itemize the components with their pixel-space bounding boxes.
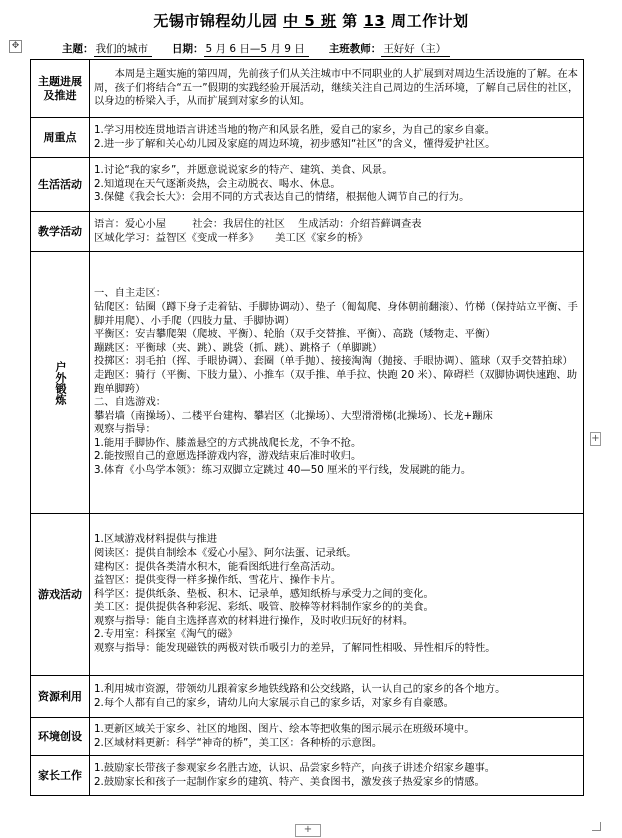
page-title xyxy=(0,10,622,31)
resources-content[interactable]: 1.利用城市资源，带领幼儿跟着家乡地铁线路和公交线路，认一认自己的家乡的各个地方。 2.每个人都有自己的家乡，请幼儿向大家展示自己的家乡话，对家乡有自豪感。 xyxy=(90,676,584,718)
kindergarten-name: 无锡市锦程幼儿园 xyxy=(153,12,278,30)
outdoor-content[interactable]: 一、自主走区： 钻爬区：钻圈（蹲下身子走着钻、手脚协调动）、垫子（匍匐爬、身体朝前翻滚）、竹梯（保持站立平衡、手脚并用爬）、小手爬（四肢力量、手脚协调） 平衡区：安吉攀爬架（爬坡、平衡）、轮胎（双手交替推、平衡）、高跷（矮物走、平衡） 蹦跳区：平衡球（夹、跳）、跳袋（抓、跳）、跳格子（单脚跳） 投掷区：羽毛拍（挥、手眼协调）、套圈（单手抛）、接接淘淘（抛接、手眼协调）、篮球（双手交替拍球） 走跑区：骑行（平衡、下肢力量）、小推车（双手推、单手拉、快跑 20 米）、障碍栏（双脚协调快速跑、助跑单脚跨） 二、自选游戏： 攀岩墙（南操场）、二楼平台建构、攀岩区（北操场）、大型滑滑梯(北操场）、长龙+蹦床 观察与指导： 1.能用手脚协作、膝盖悬空的方式挑战爬长龙，不争不抢。 2.能按照自己的意愿选择游戏内容，游戏结束后准时收归。 3.体育《小鸟学本领》：练习双脚立定跳过 40—50 厘米的平行线，发展跳的能力。 xyxy=(90,252,584,514)
table-row xyxy=(31,718,584,756)
focus-content[interactable]: 1.学习用校连贯地语言讲述当地的物产和风景名胜，爱自己的家乡，为自己的家乡自豪。 2.进一步了解和关心幼儿园及家庭的周边环境，初步感知“社区”的含义，懂得爱护社区。 xyxy=(90,118,584,158)
teaching-content[interactable]: 语言：爱心小屋 社会：我居住的社区 生成活动：介绍苔藓调查表 区域化学习：益智区《变成一样多》 美工区《家乡的桥》 xyxy=(90,212,584,252)
table-row xyxy=(31,252,584,514)
progress-content[interactable]: 本周是主题实施的第四周，先前孩子们从关注城市中不同职业的人扩展到对周边生活设施的了解。在本周，孩子们将结合“五一”假期的实践经验开展活动，继续关注自己周边的生活环境，了解自己居住的社区，以身边的桥梁入手，从而扩展到对家乡的认知。 xyxy=(90,60,584,118)
table-resize-handle-icon[interactable] xyxy=(592,822,601,831)
theme-value: 我们的城市 xyxy=(94,43,153,57)
title-week-prefix: 第 xyxy=(342,12,358,30)
add-column-icon[interactable]: + xyxy=(591,433,600,444)
row-header-games: 游戏活动 xyxy=(31,514,90,676)
week-number: 13 xyxy=(363,12,386,30)
table-row xyxy=(31,60,584,118)
add-row-icon[interactable]: + xyxy=(295,824,321,837)
table-row xyxy=(31,158,584,212)
teacher-label: 主班教师： xyxy=(328,43,382,55)
row-header-teaching: 教学活动 xyxy=(31,212,90,252)
class-name: 中 5 班 xyxy=(283,12,337,30)
row-header-family: 家长工作 xyxy=(31,756,90,796)
date-value: 5 月 6 日—5 月 9 日 xyxy=(204,43,309,57)
table-move-handle-icon[interactable]: ✥ xyxy=(9,40,22,53)
weekly-plan-table xyxy=(30,59,584,796)
row-header-focus: 周重点 xyxy=(31,118,90,158)
title-suffix: 周工作计划 xyxy=(391,12,469,30)
row-header-outdoor: 户外锻炼 xyxy=(31,252,90,514)
table-row xyxy=(31,514,584,676)
teacher-value: 王好好（主） xyxy=(381,43,450,57)
environment-content[interactable]: 1.更新区域关于家乡、社区的地图、图片、绘本等把收集的图示展示在班级环境中。 2.区域材料更新：科学“神奇的桥”，美工区：各种桥的示意图。 xyxy=(90,718,584,756)
plan-meta xyxy=(62,41,582,56)
life-content[interactable]: 1.讨论“我的家乡”，并愿意说说家乡的特产、建筑、美食、风景。 2.知道现在天气逐渐炎热，会主动脱衣、喝水、休息。 3.保健《我会长大》：会用不同的方式表达自己的情绪，根据他人调节自己的行为。 xyxy=(90,158,584,212)
row-header-progress: 主题进展及推进 xyxy=(31,60,90,118)
family-content[interactable]: 1.鼓励家长带孩子参观家乡名胜古迹，认识、品尝家乡特产，向孩子讲述介绍家乡趣事。 2.鼓励家长和孩子一起制作家乡的建筑、特产、美食图书，激发孩子热爱家乡的情感。 xyxy=(90,756,584,796)
table-row xyxy=(31,756,584,796)
date-label: 日期： xyxy=(172,43,204,55)
row-header-resources: 资源利用 xyxy=(31,676,90,718)
table-row xyxy=(31,676,584,718)
table-row xyxy=(31,118,584,158)
games-content[interactable]: 1.区域游戏材料提供与推进 阅读区：提供自制绘本《爱心小屋》、阿尔法蛋、记录纸。 建构区：提供各类清水积木，能看图纸进行垒高活动。 益智区：提供变得一样多操作纸、雪花片、操作卡片。 科学区：提供纸条、垫板、积木、记录单，感知纸桥与承受力之间的变化。 美工区：提供提供各种彩泥、彩纸、吸管、胶棒等材料制作家乡的的美食。 观察与指导：能自主选择喜欢的材料进行操作，及时收归玩好的材料。 2.专用室：科探室《淘气的磁》 观察与指导：能发现磁铁的两极对铁币吸引力的差异，了解同性相吸、异性相斥的特性。 xyxy=(90,514,584,676)
row-header-life: 生活活动 xyxy=(31,158,90,212)
row-header-environment: 环境创设 xyxy=(31,718,90,756)
table-row xyxy=(31,212,584,252)
theme-label: 主题： xyxy=(62,43,94,55)
